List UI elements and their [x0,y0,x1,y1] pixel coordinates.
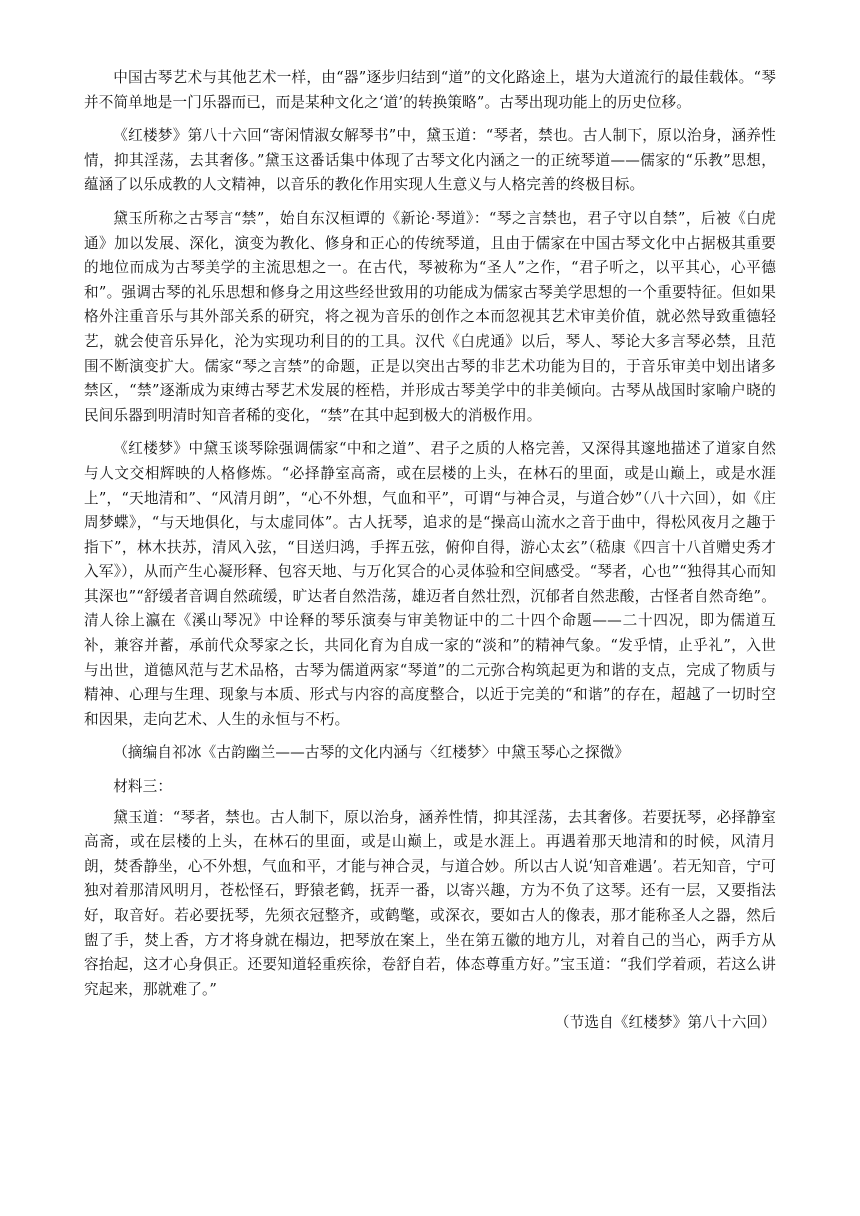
source-citation: （节选自《红楼梦》第八十六回） [554,1014,776,1032]
excerpt-note: （摘编自祁冰《古韵幽兰——古琴的文化内涵与〈红楼梦〉中黛玉琴心之探微》 [113,744,630,762]
document-page [84,66,776,1045]
paragraph-3: 黛玉所称之古琴言“禁”，始自东汉桓谭的《新论·琴道》：“琴之言禁也，君子守以自禁”，后被《白虎通》加以发展、深化，演变为教化、修身和正心的传统琴道，且由于儒家在中国古琴文化中占据极其重要的地位而成为古琴美学的主流思想之一。在古代，琴被称为“圣人”之作，“君子听之，以平其心，心平德和”。强调古琴的礼乐思想和修身之用这些经世致用的功能成为儒家古琴美学思想的一个重要特征。但如果格外注重音乐与其外部关系的研究，将之视为音乐的创作之本而忽视其艺术审美价值，就必然导致重德轻艺，就会使音乐异化，沦为实现功利目的的工具。汉代《白虎通》以后，琴人、琴论大多言琴必禁，且范围不断演变扩大。儒家“琴之言禁”的命题，正是以突出古琴的非艺术功能为目的，于音乐审美中划出诸多禁区，“禁”逐渐成为束缚古琴艺术发展的桎梏，并形成古琴美学中的非美倾向。古琴从战国时家喻户晓的民间乐器到明清时知音者稀的变化，“禁”在其中起到极大的消极作用。 [84,209,776,424]
paragraph-2: 《红楼梦》第八十六回“寄闲情淑女解琴书”中，黛玉道：“琴者，禁也。古人制下，原以治身，涵养性情，抑其淫荡，去其奢侈。”黛玉这番话集中体现了古琴文化内涵之一的正统琴道——儒家的“乐教”思想，蕴涵了以乐成教的人文精神，以音乐的教化作用实现人生意义与人格完善的终极目标。 [84,127,776,194]
material-label: 材料三： [113,778,173,796]
paragraph-1: 中国古琴艺术与其他艺术一样，由“器”逐步归结到“道”的文化路途上，堪为大道流行的最佳载体。“琴并不简单地是一门乐器而已，而是某种文化之‘道’的转换策略”。古琴出现功能上的历史位移。 [84,69,776,111]
material-text: 黛玉道：“琴者，禁也。古人制下，原以治身，涵养性情，抑其淫荡，去其奢侈。若要抚琴，必择静室高斋，或在层楼的上头，在林石的里面，或是山巅上，或是水涯上。再遇着那天地清和的时候，风清月朗，焚香静坐，心不外想，气血和平，才能与神合灵，与道合妙。所以古人说‘知音难遇’。若无知音，宁可独对着那清风明月，苍松怪石，野猿老鹤，抚弄一番，以寄兴趣，方为不负了这琴。还有一层，又要指法好，取音好。若必要抚琴，先须衣冠整齐，或鹤氅，或深衣，要如古人的像表，那才能称圣人之器，然后盥了手，焚上香，方才将身就在榻边，把琴放在案上，坐在第五徽的地方儿，对着自己的当心，两手方从容抬起，这才心身俱正。还要知道轻重疾徐，卷舒自若，体态尊重方好。”宝玉道：“我们学着顽，若这么讲究起来，那就难了。” [84,808,776,998]
paragraph-4: 《红楼梦》中黛玉谈琴除强调儒家“中和之道”、君子之质的人格完善，又深得其邃地描述了道家自然与人文交相辉映的人格修炼。“必择静室高斋，或在层楼的上头，在林石的里面，或是山巅上，或是水涯上”，“天地清和”、“风清月朗”，“心不外想，气血和平”，可谓“与神合灵，与道合妙”（八十六回），如《庄周梦蝶》，“与天地俱化，与太虚同体”。古人抚琴，追求的是“操高山流水之音于曲中，得松风夜月之趣于指下”，林木扶苏，清风入弦，“目送归鸿，手挥五弦，俯仰自得，游心太玄”（嵇康《四言十八首赠史秀才入军》），从而产生心凝形释、包容天地、与万化冥合的心灵体验和空间感受。“琴者，心也”“独得其心而知其深也”“舒缓者音调自然疏缓，旷达者自然浩荡，雄迈者自然壮烈，沉郁者自然悲酸，古怪者自然奇绝”。清人徐上瀛在《溪山琴况》中诠释的琴乐演奏与审美物证中的二十四个命题——二十四况，即为儒道互补，兼容并蓄，承前代众琴家之长，共同化育为自成一家的“淡和”的精神气象。“发乎情，止乎礼”，入世与出世，道德风范与艺术品格，古琴为儒道两家“琴道”的二元弥合构筑起更为和谐的支点，完成了物质与精神、心理与生理、现象与本质、形式与内容的高度整合，以近于完美的“和谐”的存在，超越了一切时空和因果，走向艺术、人生的永恒与不朽。 [84,440,776,728]
